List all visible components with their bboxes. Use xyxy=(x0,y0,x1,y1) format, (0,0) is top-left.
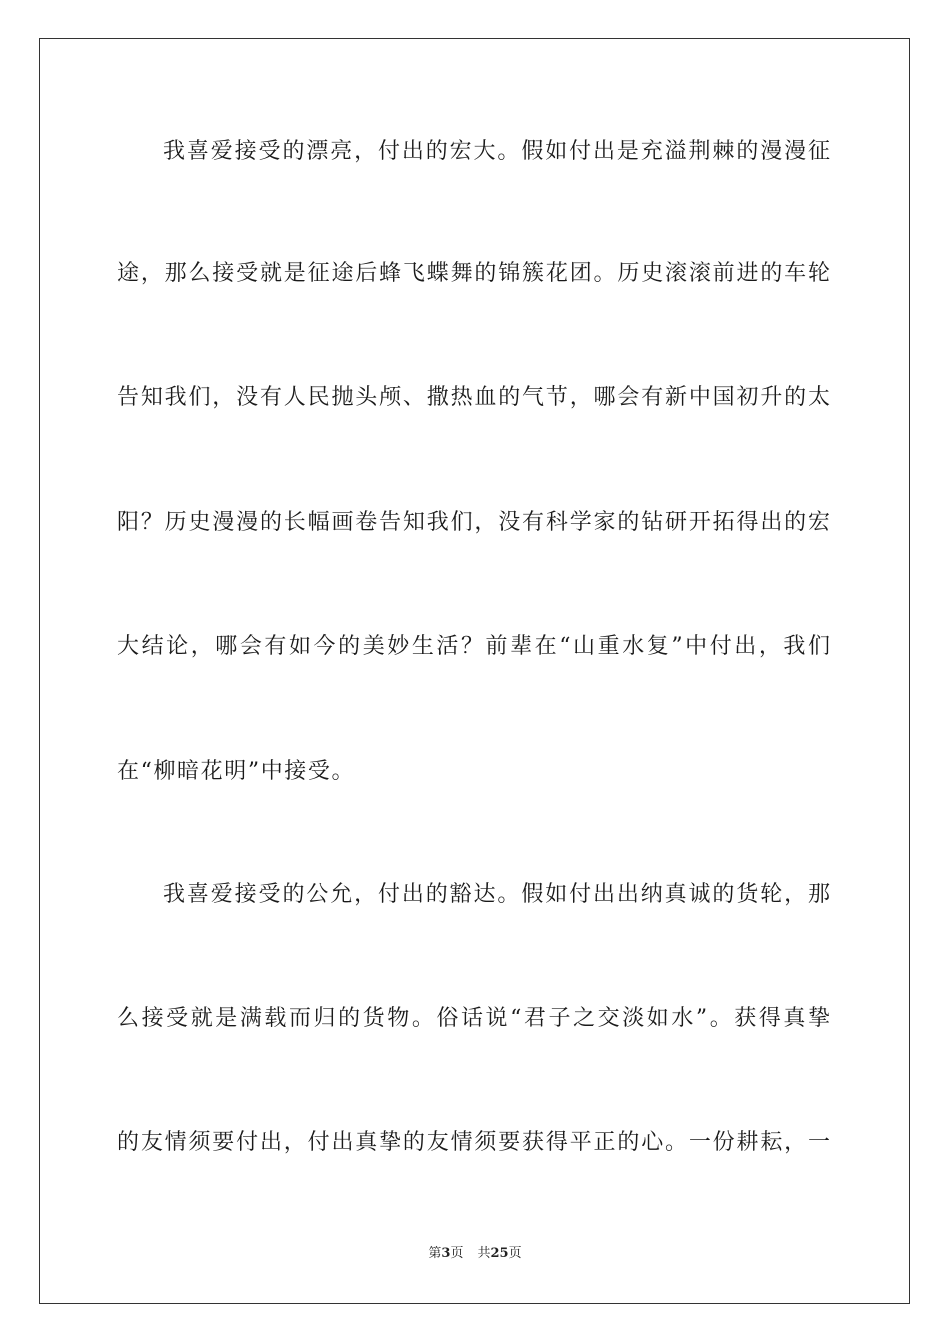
paragraph-1-line-3: 告知我们，没有人民抛头颅、撒热血的气节，哪会有新中国初升的太 xyxy=(117,385,830,410)
total-prefix: 共 xyxy=(477,1246,491,1261)
paragraph-1-line-5: 大结论，哪会有如今的美妙生活？前辈在“山重水复”中付出，我们 xyxy=(117,634,830,659)
page-suffix: 页 xyxy=(450,1246,464,1261)
page-footer xyxy=(0,1245,950,1263)
paragraph-1-line-6: 在“柳暗花明”中接受。 xyxy=(117,759,356,784)
paragraph-2-line-3: 的友情须要付出，付出真挚的友情须要获得平正的心。一份耕耘，一 xyxy=(117,1130,830,1155)
paragraph-2-line-1: 我喜爱接受的公允，付出的豁达。假如付出出纳真诚的货轮，那 xyxy=(163,882,830,907)
paragraph-1-line-1: 我喜爱接受的漂亮，付出的宏大。假如付出是充溢荆棘的漫漫征 xyxy=(163,139,830,164)
paragraph-2-line-2: 么接受就是满载而归的货物。俗话说“君子之交淡如水”。获得真挚 xyxy=(117,1006,830,1031)
paragraph-1-line-4: 阳？历史漫漫的长幅画卷告知我们，没有科学家的钻研开拓得出的宏 xyxy=(117,510,830,535)
total-suffix: 页 xyxy=(508,1246,522,1261)
total-pages: 25 xyxy=(490,1246,509,1261)
page-border xyxy=(39,38,910,1304)
page-prefix: 第 xyxy=(428,1246,442,1261)
paragraph-1-line-2: 途，那么接受就是征途后蜂飞蝶舞的锦簇花团。历史滚滚前进的车轮 xyxy=(117,261,830,286)
page-number: 3 xyxy=(441,1246,451,1261)
